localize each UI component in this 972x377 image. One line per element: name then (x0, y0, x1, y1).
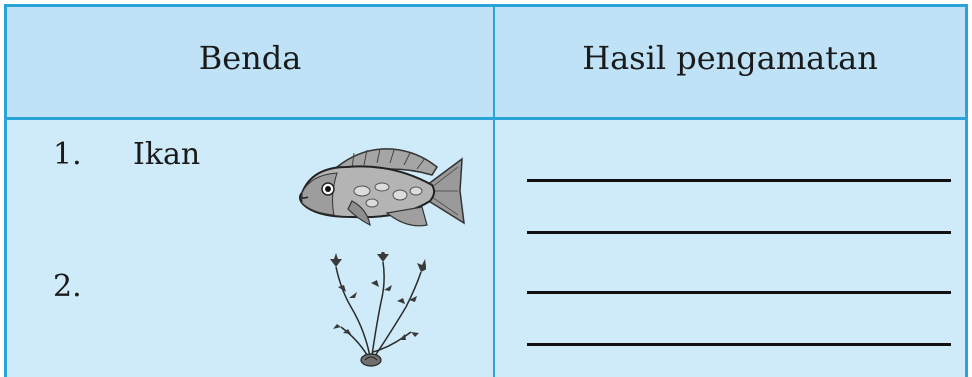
answer-line-3[interactable] (527, 291, 951, 294)
table-header (7, 7, 965, 120)
row-1-number: 1. (53, 137, 82, 172)
row-1-label: Ikan (133, 137, 201, 172)
header-benda: Benda (198, 39, 302, 77)
aquatic-plant-illustration (321, 252, 426, 367)
fish-illustration (292, 145, 467, 237)
answer-line-4[interactable] (527, 343, 951, 346)
row-2-number: 2. (53, 269, 82, 304)
answer-line-2[interactable] (527, 231, 951, 234)
answer-line-1[interactable] (527, 179, 951, 182)
observation-table (4, 4, 968, 377)
header-hasil-pengamatan: Hasil pengamatan (582, 39, 878, 77)
column-divider (493, 7, 495, 377)
